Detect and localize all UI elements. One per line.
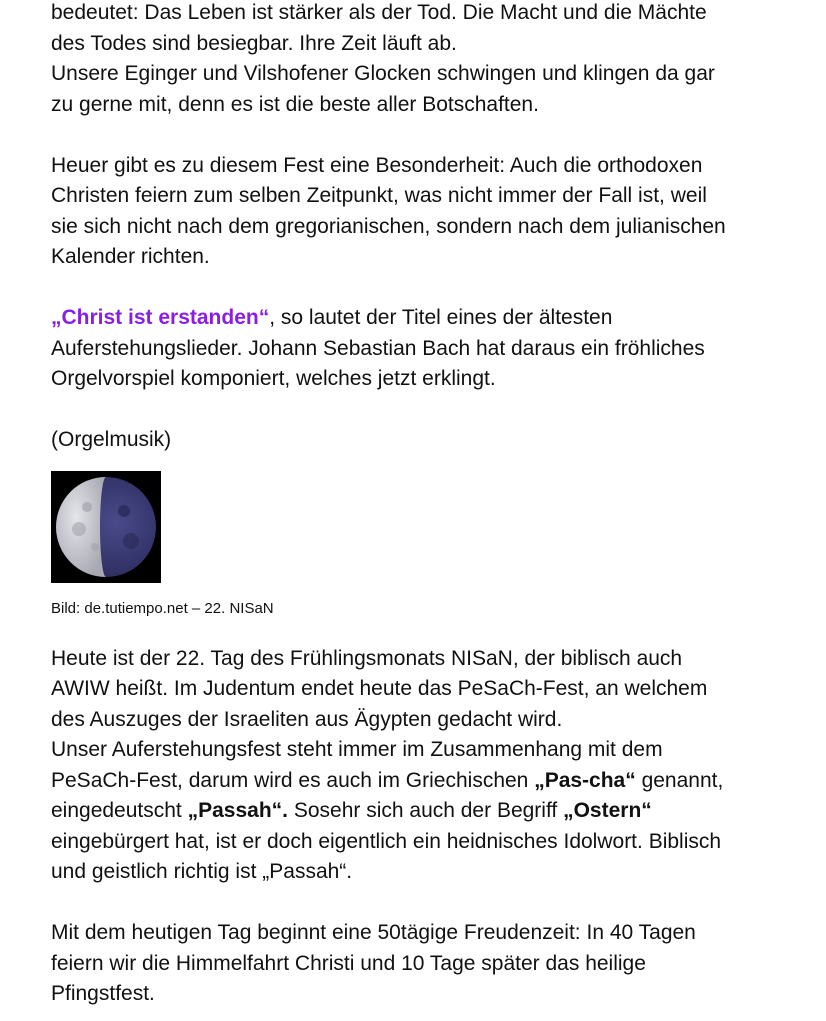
text-line: Kalender richten.	[51, 245, 210, 268]
text-line: AWIW heißt. Im Judentum endet heute das PeSaCh-Fest, an welchem	[51, 677, 708, 700]
paragraph-nisan	[51, 644, 801, 888]
moon-image	[51, 471, 161, 583]
text-line: Unsere Eginger und Vilshofener Glocken schwingen und klingen da gar	[51, 62, 715, 85]
text-line: Unser Auferstehungsfest steht immer im Zusammenhang mit dem	[51, 738, 663, 761]
paragraph-orthodox	[51, 151, 801, 273]
text-line: Orgelvorspiel komponiert, welches jetzt erklingt.	[51, 367, 496, 390]
text-line: Christen feiern zum selben Zeitpunkt, was nicht immer der Fall ist, weil	[51, 184, 707, 207]
text-line: eingebürgert hat, ist er doch eigentlich ein heidnisches Idolwort. Biblisch	[51, 829, 722, 853]
text-line	[51, 303, 801, 334]
term-pascha: „Pas-cha“	[534, 768, 636, 792]
paragraph-gap	[51, 619, 801, 644]
paragraph-gap	[51, 888, 801, 919]
text-line: und geistlich richtig ist „Passah“.	[51, 860, 353, 883]
text-line	[51, 766, 801, 797]
text-line: Auferstehungslieder. Johann Sebastian Bach hat daraus ein fröhliches	[51, 336, 705, 360]
text-line: bedeutet: Das Leben ist stärker als der Tod. Die Macht und die Mächte	[51, 1, 707, 24]
text-line: Heute ist der 22. Tag des Frühlingsmonats NISaN, der biblisch auch	[51, 646, 683, 670]
text-line: des Todes sind besiegbar. Ihre Zeit läuft ab.	[51, 31, 457, 55]
image-caption: Bild: de.tutiempo.net – 22. NISaN	[51, 599, 274, 617]
hymn-title: „Christ ist erstanden“	[51, 306, 270, 329]
text-line: Pfingstfest.	[51, 982, 155, 1005]
document-page	[51, 0, 801, 1010]
text-line: (Orgelmusik)	[51, 428, 172, 451]
text-span: , so lautet der Titel eines der ältesten	[269, 306, 613, 329]
moon-phase-icon	[51, 471, 161, 583]
paragraph-gap	[51, 120, 801, 151]
text-line: zu gerne mit, denn es ist die beste aller Botschaften.	[51, 92, 539, 116]
paragraph-gap	[51, 395, 801, 426]
text-line: feiern wir die Himmelfahrt Christi und 10 Tage später das heilige	[51, 951, 646, 975]
text-span: PeSaCh-Fest, darum wird es auch im Griechischen	[51, 768, 535, 792]
term-passah: „Passah“.	[187, 799, 288, 822]
text-line	[51, 796, 801, 827]
paragraph-organ	[51, 425, 801, 456]
term-ostern: „Ostern“	[563, 799, 652, 822]
text-line: sie sich nicht nach dem gregorianischen, sondern nach dem julianischen	[51, 214, 726, 238]
paragraph-hymn	[51, 303, 801, 395]
text-line: des Auszuges der Israeliten aus Ägypten gedacht wird.	[51, 707, 563, 731]
text-span: eingedeutscht	[51, 799, 188, 822]
paragraph-gap	[51, 273, 801, 304]
text-span: Sosehr sich auch der Begriff	[288, 799, 564, 822]
paragraph-joy	[51, 918, 801, 1010]
text-line: Heuer gibt es zu diesem Fest eine Besonderheit: Auch die orthodoxen	[51, 153, 703, 177]
text-line: Mit dem heutigen Tag beginnt eine 50tägige Freudenzeit: In 40 Tagen	[51, 921, 696, 944]
text-span: genannt,	[635, 768, 724, 792]
paragraph-resurrection	[51, 0, 801, 120]
